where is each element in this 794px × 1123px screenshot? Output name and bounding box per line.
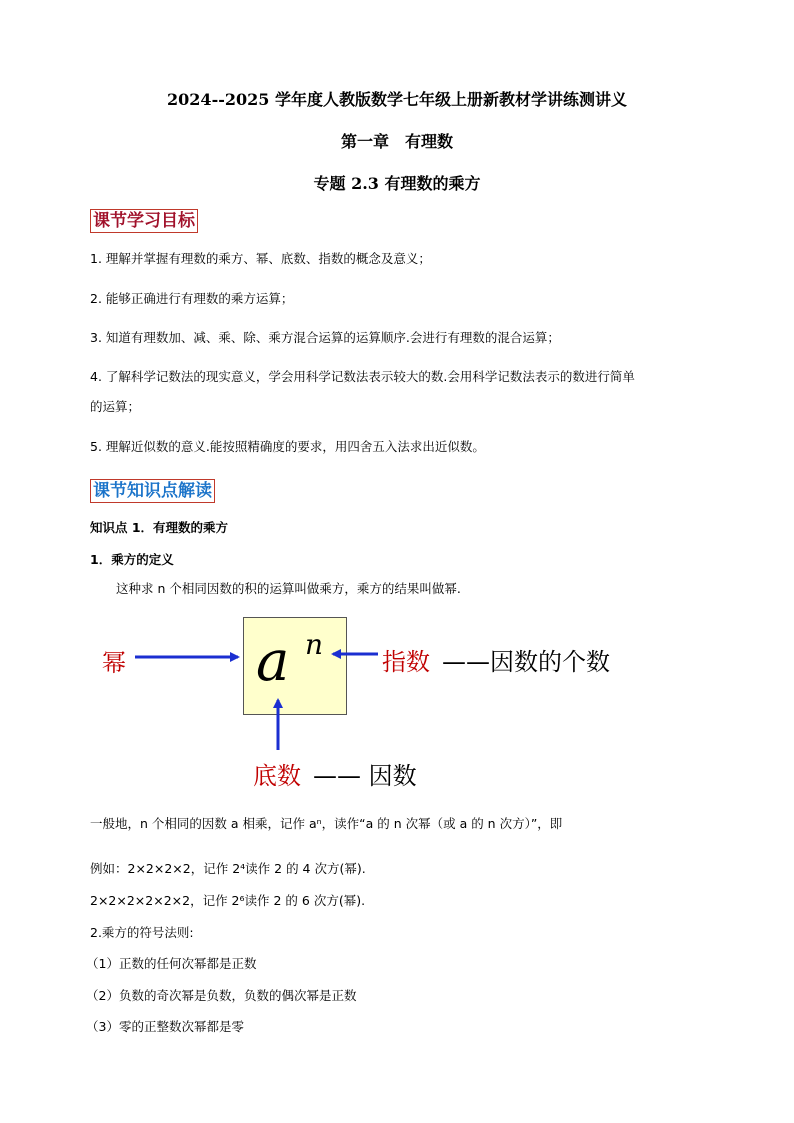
definition-text: 这种求 n 个相同因数的积的运算叫做乘方，乘方的结果叫做幂. (116, 581, 461, 596)
rule-item: （2）负数的奇次幂是负数，负数的偶次幂是正数 (86, 988, 357, 1003)
exponent-desc: ——因数的个数 (442, 648, 610, 676)
main-title: 2024--2025 学年度人教版数学七年级上册新教材学讲练测讲义 (167, 90, 627, 109)
chapter-title: 第一章 有理数 (340, 132, 453, 151)
objective-item: 的运算； (90, 399, 141, 414)
objective-item: 4. 了解科学记数法的现实意义，学会用科学记数法表示较大的数.会用科学记数法表示的数进行简单 (90, 369, 635, 384)
power-label: 幂 (102, 649, 126, 677)
example-1: 例如：2×2×2×2，记作 2⁴读作 2 的 4 次方(幂). (90, 861, 366, 876)
topic-title: 专题 2.3 有理数的乘方 (313, 174, 481, 193)
objective-item: 5. 理解近似数的意义.能按照精确度的要求，用四舍五入法求出近似数。 (90, 439, 485, 454)
rules-title: 2.乘方的符号法则: (90, 925, 194, 940)
rule-item: （1）正数的任何次幂都是正数 (86, 956, 257, 971)
base-desc: —— 因数 (313, 762, 417, 790)
general-text: 一般地，n 个相同的因数 a 相乘，记作 aⁿ，读作“a 的 n 次幂（或 a 的 n 次方）”，即 (90, 816, 563, 831)
objective-item: 3. 知道有理数加、减、乘、除、乘方混合运算的运算顺序.会进行有理数的混合运算； (90, 330, 560, 345)
rule-item: （3）零的正整数次幂都是零 (86, 1019, 244, 1034)
objective-item: 1. 理解并掌握有理数的乘方、幂、底数、指数的概念及意义； (90, 251, 431, 266)
example-2: 2×2×2×2×2×2，记作 2⁶读作 2 的 6 次方(幂). (90, 893, 366, 908)
exponent-label: 指数 (382, 648, 430, 676)
knowledge-label: 课节知识点解读 (90, 479, 215, 503)
base-label: 底数 (253, 762, 301, 790)
objective-item: 2. 能够正确进行有理数的乘方运算； (90, 291, 294, 306)
objectives-label: 课节学习目标 (90, 209, 198, 233)
base-letter: a (256, 629, 290, 694)
exponent-letter: n (305, 628, 324, 661)
knowledge-point-title: 知识点 1．有理数的乘方 (90, 520, 229, 535)
sub-title: 1．乘方的定义 (90, 552, 174, 567)
